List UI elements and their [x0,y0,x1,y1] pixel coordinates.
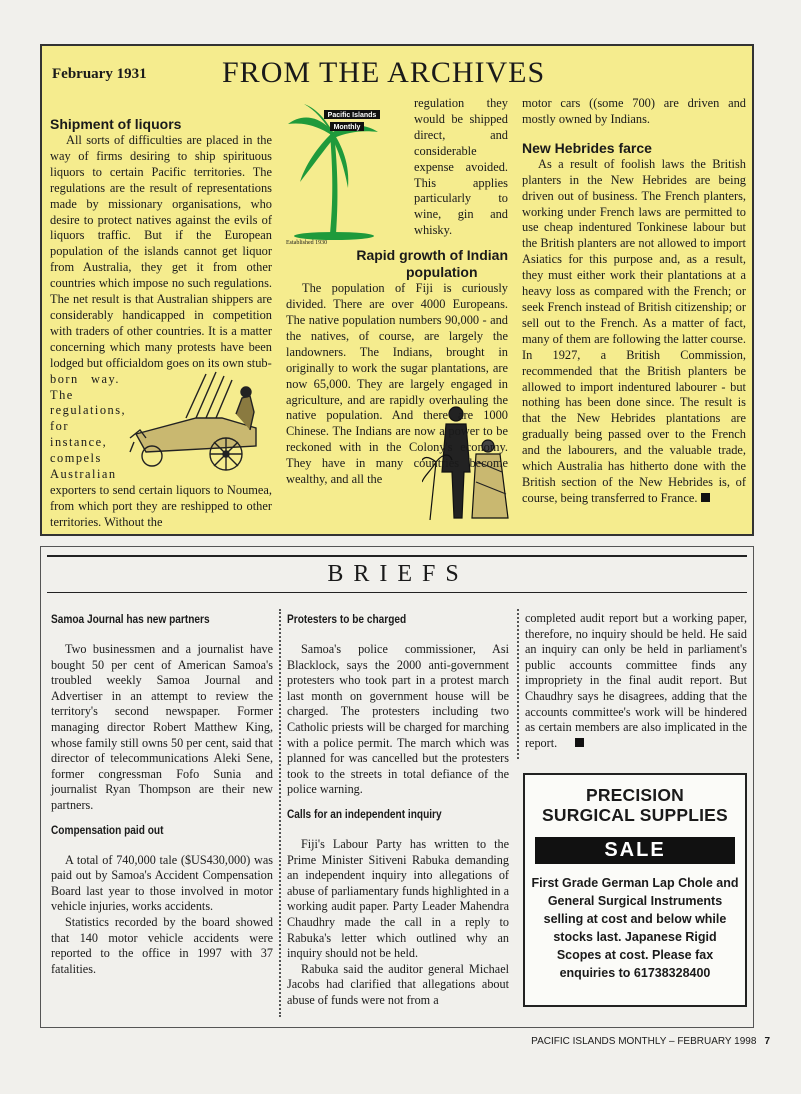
ad-title-line-2: SURGICAL SUPPLIES [542,805,728,825]
logo-line-2: Monthly [333,124,361,131]
surgical-supplies-ad [523,773,747,1007]
liquors-continued: regulation they would be shipped direct, and considerable expense avoided. This applies particularly to wine, gin and whisky. [414,96,508,238]
logo-line-1: Pacific Islands [327,112,377,119]
ad-title-line-1: PRECISION [585,785,685,805]
liquors-paragraph-2: born way. The regulations, for instance, compels Australian [50,371,127,482]
footer-publication: PACIFIC ISLANDS MONTHLY – FEBRUARY 1998 [531,1036,757,1047]
page-number: 7 [764,1036,770,1047]
briefs-bottom-rule [47,592,747,593]
liquors-paragraph-1: All sorts of difficulties are placed in the way of firms desiring to ship spirituous liquors to certain Pacific territories. The regulations are the result of representations made by missionary organisations, who desire to protect natives against the evils of liquors traffic. But if the European population of the islands cannot get liquor from Australia, they get it from other countries which impose no such regulations. The net result is that Australian shippers are considerably handicapped in competition with traders of other countries. It is a matter concerning which many protests have been lodged but officialdom goes on its own stub- [50,133,272,370]
briefs-top-rule [47,555,747,557]
logo-established: Established 1930 [286,240,328,246]
archives-section [40,44,754,536]
new-hebrides-paragraph [522,157,746,507]
column-divider [279,609,281,1017]
column-divider [517,609,519,759]
protesters-paragraph: Samoa's police commissioner, Asi Blacklock, says the 2000 anti-government protesters who took part in a protest march last month on government house will be charged. The protesters including two Catholic priests will be charged for marching with a police permit. The march which was planned for was cancelled but the protesters took to the streets in total defiance of the police warning. [287,642,509,797]
end-of-story-mark [701,493,710,502]
samoa-journal-paragraph: Two businessmen and a journalist have bought 50 per cent of American Samoa's troubled weekly Samoa Journal and Advertiser in an attempt to review the territory's second newspaper. Former managing director Robert Matthew King, whose family still owns 50 per cent, said that director of telecommunications Aleki Sene, former congressman Fofo Sunia and journalist Ryan Thompson are their new partners. [51,642,273,812]
briefs-section [40,546,754,1028]
ad-body: First Grade German Lap Chole and General Surgical Instruments selling at cost and below while stocks last. Japanese Rigid Scopes at cost. Please fax enquiries to 61738328400 [531,876,739,980]
samoa-journal-heading: Samoa Journal has new partners [51,614,210,626]
ad-sale-banner: SALE [535,837,735,864]
briefs-title: BRIEFS [327,561,469,587]
inquiry-paragraph-1: Fiji's Labour Party has written to the Prime Minister Sitiveni Rabuka demanding an independent inquiry into allegations of abuse of parliamentary funds highlighted in a working audit paper. Party Leader Mahendra Chaudhry made the call in a reply to Rabuka's letter which outlined why an inquiry should not be held. [287,836,509,961]
liquors-heading: Shipment of liquors [50,116,182,132]
briefs-column-3 [525,611,747,751]
archives-date: February 1931 [52,66,147,82]
inquiry-paragraph-2: Rabuka said the auditor general Michael Jacobs had clarified that allegations about abuse of funds were not from a [287,961,509,1007]
inquiry-continued-text: completed audit report but a working paper, therefore, no inquiry should be held. He said an inquiry can only be held in parliament's public accounts committee finds any impropriety in the final audit report. But Chaudhry says he disagrees, adding that the accounts committee's work will be hindered as certain members are also implicated in the report. [525,611,747,750]
briefs-column-2 [287,613,509,1008]
new-hebrides-heading: New Hebrides farce [522,139,652,156]
end-of-story-mark [575,738,584,747]
compensation-heading: Compensation paid out [51,824,164,837]
archives-column-3 [522,96,746,507]
archives-column-2 [286,96,508,488]
cart-illustration [126,368,266,472]
archives-title: FROM THE ARCHIVES [222,56,546,89]
compensation-paragraph-1: A total of 740,000 tale ($US430,000) was paid out by Samoa's Accident Compensation Board last year to those involved in motor vehicle injuries, works accidents. [51,852,273,914]
liquors-paragraph-3: exporters to send certain liquors to Noumea, from which port they are reshipped to other territories. Without the [50,482,272,529]
indian-population-continued: motor cars ((some 700) are driven and mostly owned by Indians. [522,96,746,126]
protesters-heading: Protesters to be charged [287,614,407,626]
new-hebrides-text: As a result of foolish laws the British planters in the New Hebrides are being driven out of business. The French planters, working under French laws are permitted to use cheap indentured Tonkinese labour but the British planters are not allowed to import Asiatics for this purpose and, as a result, they must either work their plantations at a heavy loss as compared with the French; or seek French instead of British citizenship; or sell out to the French. As a matter of fact, many of them are following the latter course. In 1927, a British Commission, recommended that the British planters be allowed to import indentured labourer - but nothing has been done since. The result is that the New Hebrides plantations are gradually being passed over to the French and the labourers, and the valuable trade, which Australia has hitherto done with the British section of the New Hebrides is, of course, being transferred to France. [522,156,746,505]
inquiry-continued [525,611,747,751]
indian-population-paragraph: The population of Fiji is curiously divided. There are over 4000 Europeans. The native population numbers 90,000 - and the natives, of course, are largely the landowners. The Indians, brought in originally to work the sugar plantations, are now 65,000. They are largely engaged in agriculture, and are rapidly overhauling the native population. And there are 1000 Chinese. The Indians are now a power to be reckoned with in the Colony's economy. They have in many countries become wealthy, and all the [286,281,508,487]
ad-title [525,785,745,825]
briefs-column-1 [51,613,273,977]
inquiry-heading: Calls for an independent inquiry [287,808,442,821]
compensation-paragraph-2: Statistics recorded by the board showed that 140 motor vehicle accidents were reported to the office in 1997 with 37 fatalities. [51,914,273,976]
indian-population-heading: Rapid growth of Indian population [356,247,508,281]
page-footer [520,1036,770,1047]
